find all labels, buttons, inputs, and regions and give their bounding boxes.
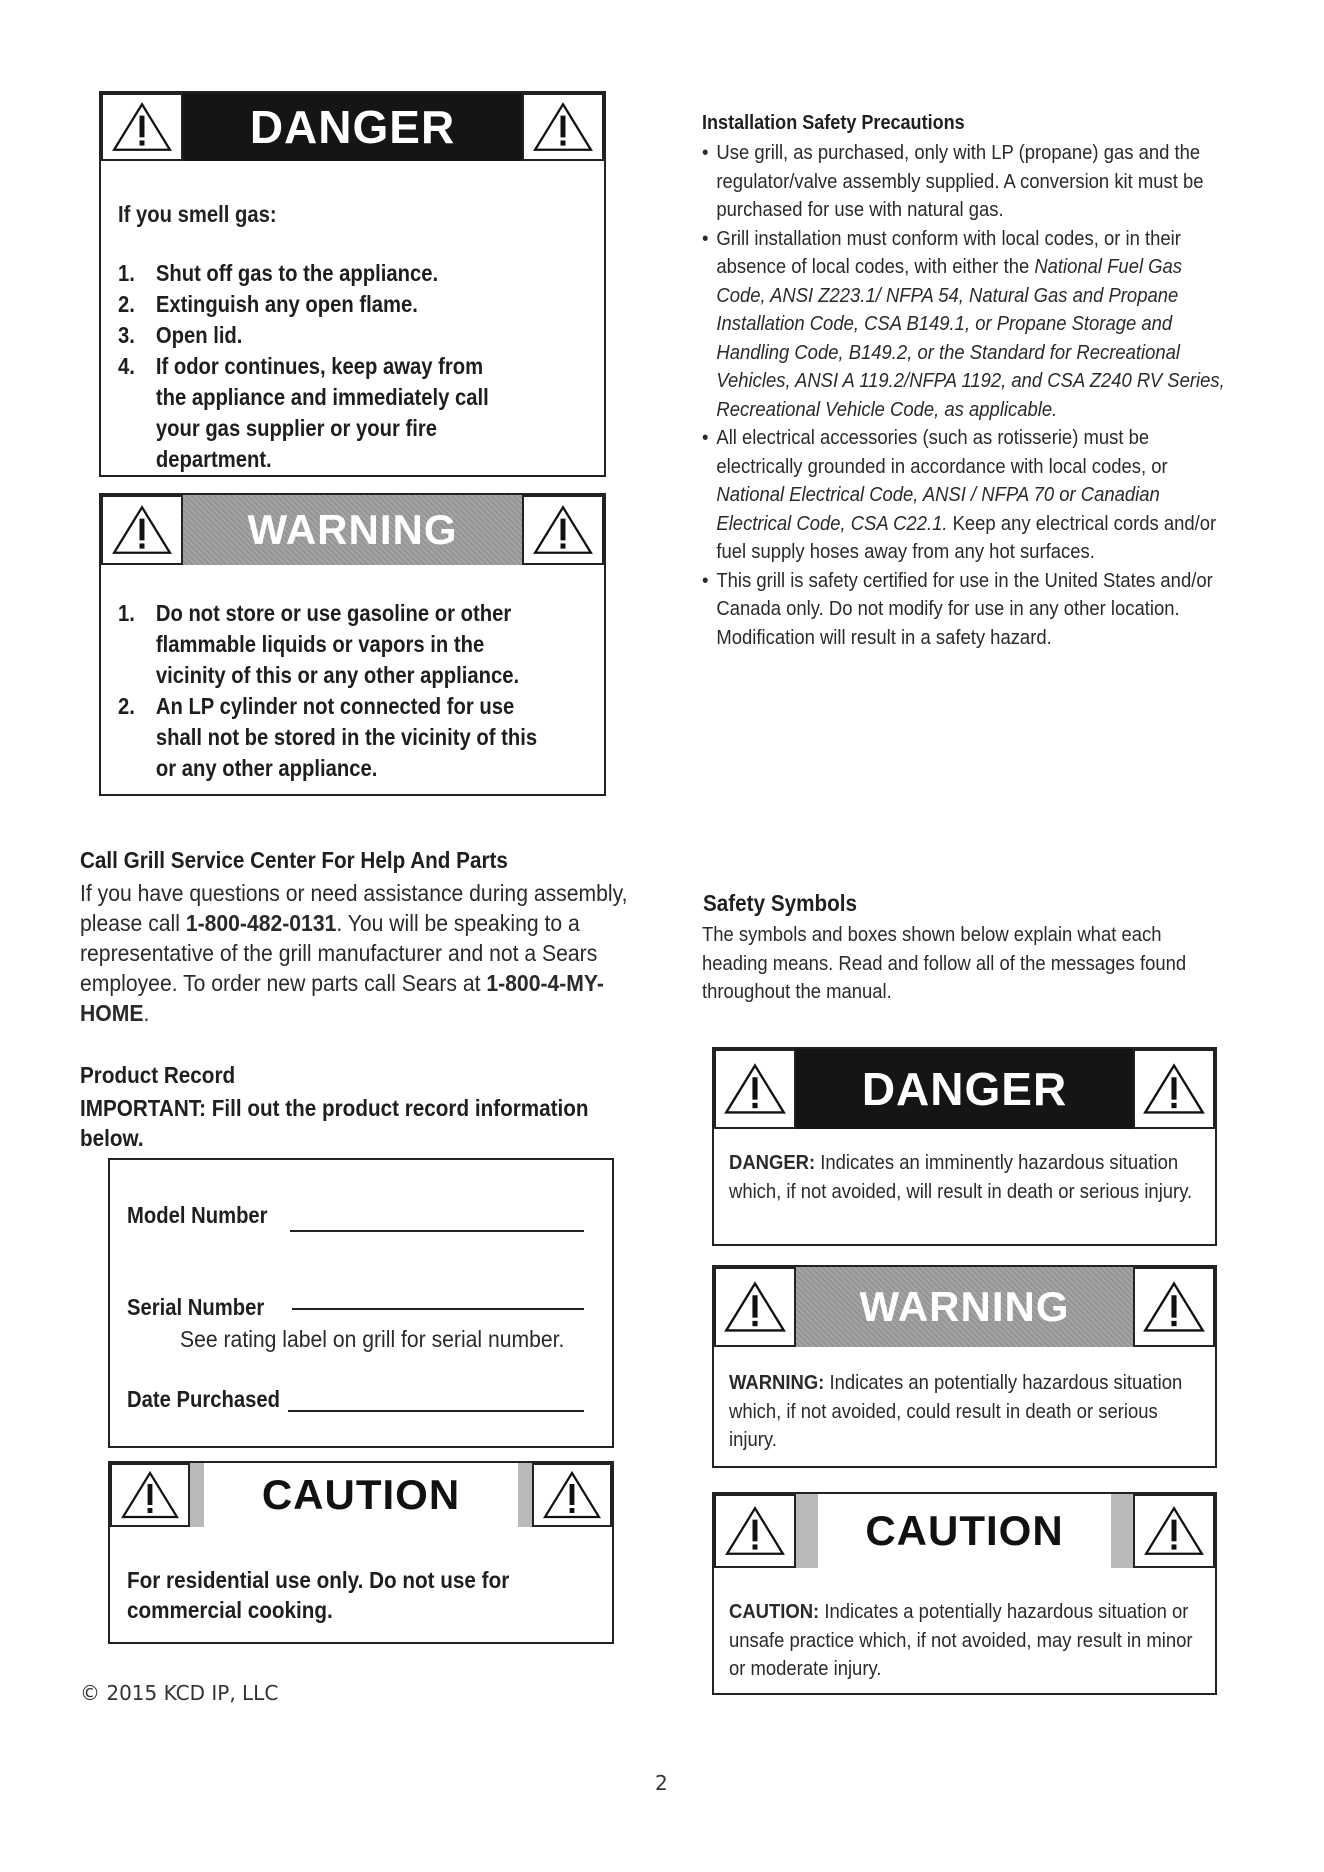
service-phone[interactable]: 1-800-482-0131 xyxy=(185,910,337,936)
warning-triangle-icon xyxy=(101,93,183,161)
warning-triangle-icon xyxy=(714,1494,796,1568)
model-number-label: Model Number xyxy=(127,1202,268,1228)
page-number: 2 xyxy=(655,1771,668,1795)
copyright: © 2015 KCD IP, LLC xyxy=(80,1681,279,1705)
service-text: If you have questions or need assistance during assembly, please call 1-800-482-0131. You will be speaking to a representative of the grill manufacturer and not a Sears employee. To order new parts call Sears at 1-800-4-MY-HOME. xyxy=(80,880,628,1026)
product-record-heading: Product Record xyxy=(80,1062,236,1088)
warning-step: 2. An LP cylinder not connected for use shall not be stored in the vicinity of this or any other appliance. xyxy=(118,693,538,781)
sym-danger-box xyxy=(712,1047,1217,1246)
serial-number-label: Serial Number xyxy=(127,1294,265,1320)
date-purchased-field[interactable] xyxy=(288,1410,584,1412)
installation-bullet: • Grill installation must conform with local codes, or in their absence of local codes, with either the National Fuel Gas Code, ANSI Z223.1/ NFPA 54, Natural Gas and Propane Installation Code, CSA B149.1, or Propane Storage and Handling Code, B149.2, or the Standard for Recreational Vehicles, ANSI A 119.2/NFPA 1192, and CSA Z240 RV Series, Recreational Vehicle Code, as applicable. xyxy=(702,225,1233,425)
danger-box xyxy=(99,91,606,477)
sym-caution-text: CAUTION: Indicates a potentially hazardous situation or unsafe practice which, if not avoided, may result in minor or moderate injury. xyxy=(729,1600,1193,1680)
product-record-important: IMPORTANT: Fill out the product record information below. xyxy=(80,1095,589,1151)
caution-box xyxy=(108,1461,614,1644)
sym-warning-banner-word: WARNING xyxy=(796,1267,1133,1347)
warning-triangle-icon xyxy=(522,495,604,565)
warning-triangle-icon xyxy=(714,1049,796,1129)
danger-step: 2. Extinguish any open flame. xyxy=(118,291,418,317)
sym-warning-box xyxy=(712,1265,1217,1468)
caution-banner xyxy=(110,1463,612,1527)
warning-triangle-icon xyxy=(714,1267,796,1347)
danger-steps xyxy=(118,258,514,475)
warning-triangle-icon xyxy=(1133,1494,1215,1568)
warning-triangle-icon xyxy=(1133,1049,1215,1129)
sears-phone[interactable]: 1-800-4-MY-HOME xyxy=(80,970,604,1026)
date-purchased-label: Date Purchased xyxy=(127,1386,280,1412)
warning-box xyxy=(99,493,606,796)
installation-bullets xyxy=(702,139,1233,652)
model-number-field[interactable] xyxy=(290,1230,584,1232)
installation-heading: Installation Safety Precautions xyxy=(702,111,965,134)
sym-caution-box xyxy=(712,1492,1217,1695)
warning-banner-word: WARNING xyxy=(183,495,522,565)
installation-bullet: • This grill is safety certified for use in the United States and/or Canada only. Do not modify for use in any other location. Modification will result in a safety hazard. xyxy=(702,567,1233,653)
warning-triangle-icon xyxy=(101,495,183,565)
sym-danger-banner-word: DANGER xyxy=(796,1049,1133,1129)
serial-number-note: See rating label on grill for serial number. xyxy=(180,1326,565,1352)
serial-number-field[interactable] xyxy=(292,1308,584,1310)
danger-step: 1. Shut off gas to the appliance. xyxy=(118,260,439,286)
warning-steps xyxy=(118,598,558,784)
safety-symbols-heading: Safety Symbols xyxy=(703,890,858,916)
sym-danger-text: DANGER: Indicates an imminently hazardous situation which, if not avoided, will result in death or serious injury. xyxy=(729,1151,1193,1203)
danger-banner xyxy=(101,93,604,161)
warning-triangle-icon xyxy=(522,93,604,161)
warning-triangle-icon xyxy=(1133,1267,1215,1347)
warning-triangle-icon xyxy=(110,1463,190,1527)
danger-step: 3. Open lid. xyxy=(118,322,243,348)
service-heading: Call Grill Service Center For Help And Parts xyxy=(80,847,508,873)
warning-triangle-icon xyxy=(532,1463,612,1527)
sym-warning-banner xyxy=(714,1267,1215,1347)
warning-step: 1. Do not store or use gasoline or other flammable liquids or vapors in the vicinity of this or any other appliance. xyxy=(118,600,520,688)
caution-text: For residential use only. Do not use for commercial cooking. xyxy=(127,1567,510,1623)
installation-bullet: • Use grill, as purchased, only with LP (propane) gas and the regulator/valve assembly supplied. A conversion kit must be purchased for use with natural gas. xyxy=(702,139,1233,225)
sym-warning-text: WARNING: Indicates an potentially hazardous situation which, if not avoided, could result in death or serious injury. xyxy=(729,1371,1183,1451)
warning-banner xyxy=(101,495,604,565)
installation-bullet: • All electrical accessories (such as rotisserie) must be electrically grounded in accordance with local codes, or National Electrical Code, ANSI / NFPA 70 or Canadian Electrical Code, CSA C22.1. Keep any electrical cords and/or fuel supply hoses away from any hot surfaces. xyxy=(702,424,1233,567)
sym-caution-banner xyxy=(714,1494,1215,1568)
danger-lead: If you smell gas: xyxy=(118,201,277,227)
sym-danger-banner xyxy=(714,1049,1215,1129)
caution-banner-word: CAUTION xyxy=(204,1463,518,1527)
danger-banner-word: DANGER xyxy=(183,93,522,161)
danger-step: 4. If odor continues, keep away from the appliance and immediately call your gas supplier or your fire department. xyxy=(118,353,489,472)
sym-caution-banner-word: CAUTION xyxy=(818,1494,1111,1568)
product-record-box xyxy=(108,1158,614,1448)
safety-symbols-text: The symbols and boxes shown below explain what each heading means. Read and follow all of the messages found throughout the manual. xyxy=(702,923,1187,1003)
